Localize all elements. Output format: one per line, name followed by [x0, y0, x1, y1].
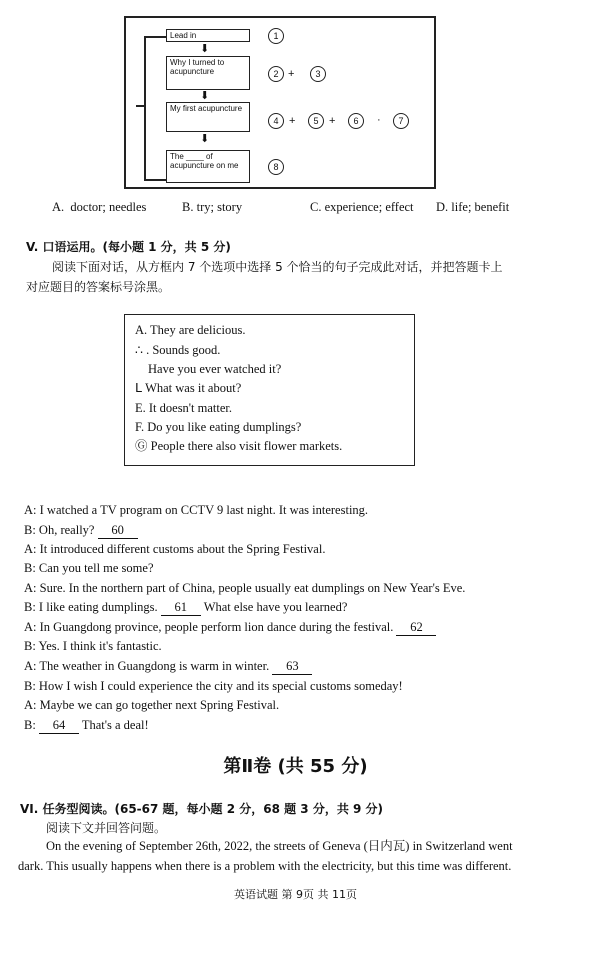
- option-d: ᒪ What was it about?: [135, 381, 242, 395]
- choice-b: B. try; story: [182, 200, 243, 214]
- circle-6: 6: [348, 113, 364, 129]
- node-why: Why I turned to acupuncture: [166, 56, 250, 90]
- section6-instruction: 阅读下文并回答问题。: [46, 821, 167, 835]
- answer-blank-63[interactable]: 63: [272, 658, 312, 675]
- section6-heading: VI. 任务型阅读。(65-67 题，每小题 2 分，68 题 3 分，共 9 分): [20, 802, 384, 816]
- choice-a: A. doctor; needles: [52, 200, 147, 214]
- node-effect: The ____ of acupuncture on me: [166, 150, 250, 183]
- bracket-top: [144, 36, 166, 38]
- option-f: F. Do you like eating dumplings?: [135, 420, 302, 434]
- answer-blank-62[interactable]: 62: [396, 619, 436, 636]
- node-lead-in: Lead in: [166, 29, 250, 42]
- circle-5: 5: [308, 113, 324, 129]
- dialogue-line: A: In Guangdong province, people perform lion dance during the festival. 62: [24, 619, 436, 636]
- choice-d: D. life; benefit: [436, 200, 510, 214]
- option-e: E. It doesn't matter.: [135, 401, 233, 415]
- section5-instruction-1: 阅读下面对话，从方框内 7 个选项中选择 5 个恰当的句子完成此对话，并把答题卡上: [52, 260, 503, 274]
- dialogue-line: B: How I wish I could experience the city and its special customs someday!: [24, 679, 403, 693]
- dialogue-line: A: Maybe we can go together next Spring Festival.: [24, 698, 280, 712]
- paragraph-line-1: On the evening of September 26th, 2022, the streets of Geneva (日内瓦) in Switzerland went: [46, 839, 513, 853]
- node-first: My first acupuncture: [166, 102, 250, 132]
- option-c: Have you ever watched it?: [148, 362, 282, 376]
- arrow-down-icon: ⬇: [200, 90, 210, 102]
- connector: +: [289, 115, 296, 127]
- bracket-line: [144, 36, 146, 181]
- dialogue-line: A: It introduced different customs about the Spring Festival.: [24, 542, 326, 556]
- dialogue-line: B: I like eating dumplings. 61 What else have you learned?: [24, 600, 348, 614]
- dialogue-line: B: Yes. I think it's fantastic.: [24, 639, 162, 653]
- dialogue-line: A: I watched a TV program on CCTV 9 last night. It was interesting.: [24, 503, 369, 517]
- connector: +: [329, 115, 336, 127]
- dialogue-line: B: 64 That's a deal!: [24, 718, 149, 732]
- dialogue-line: A: The weather in Guangdong is warm in winter. 63: [24, 658, 312, 675]
- section5-instruction-2: 对应题目的答案标号涂黑。: [26, 280, 171, 294]
- connector: +: [288, 68, 295, 80]
- paragraph-line-2: dark. This usually happens when there is a problem with the electricity, but this time was different.: [18, 859, 512, 873]
- answer-blank-60[interactable]: 60: [98, 522, 138, 539]
- connector: ·: [377, 114, 381, 126]
- dialogue-line: B: Oh, really? 60: [24, 522, 138, 539]
- bracket-tick: [136, 105, 145, 107]
- arrow-down-icon: ⬇: [200, 133, 210, 145]
- bracket-bottom: [144, 179, 166, 181]
- circle-7: 7: [393, 113, 409, 129]
- options-box: [124, 314, 415, 466]
- circle-4: 4: [268, 113, 284, 129]
- circle-2: 2: [268, 66, 284, 82]
- circle-3: 3: [310, 66, 326, 82]
- page-footer: 英语试题 第 9页 共 11页: [234, 888, 357, 901]
- option-g: Ⓖ People there also visit flower markets.: [135, 439, 343, 453]
- dialogue-line: B: Can you tell me some?: [24, 561, 154, 575]
- answer-blank-61[interactable]: 61: [161, 599, 201, 616]
- dialogue-line: A: Sure. In the northern part of China, people usually eat dumplings on New Year's Eve.: [24, 581, 466, 595]
- section5-heading: V. 口语运用。(每小题 1 分，共 5 分): [26, 240, 231, 254]
- answer-blank-64[interactable]: 64: [39, 717, 79, 734]
- circle-1: 1: [268, 28, 284, 44]
- part2-title: 第Ⅱ卷 (共 55 分): [223, 756, 368, 777]
- option-b: ∴ . Sounds good.: [135, 343, 221, 357]
- structure-diagram: [124, 16, 436, 189]
- arrow-down-icon: ⬇: [200, 43, 210, 55]
- option-a: A. They are delicious.: [135, 323, 246, 337]
- circle-8: 8: [268, 159, 284, 175]
- choice-c: C. experience; effect: [310, 200, 414, 214]
